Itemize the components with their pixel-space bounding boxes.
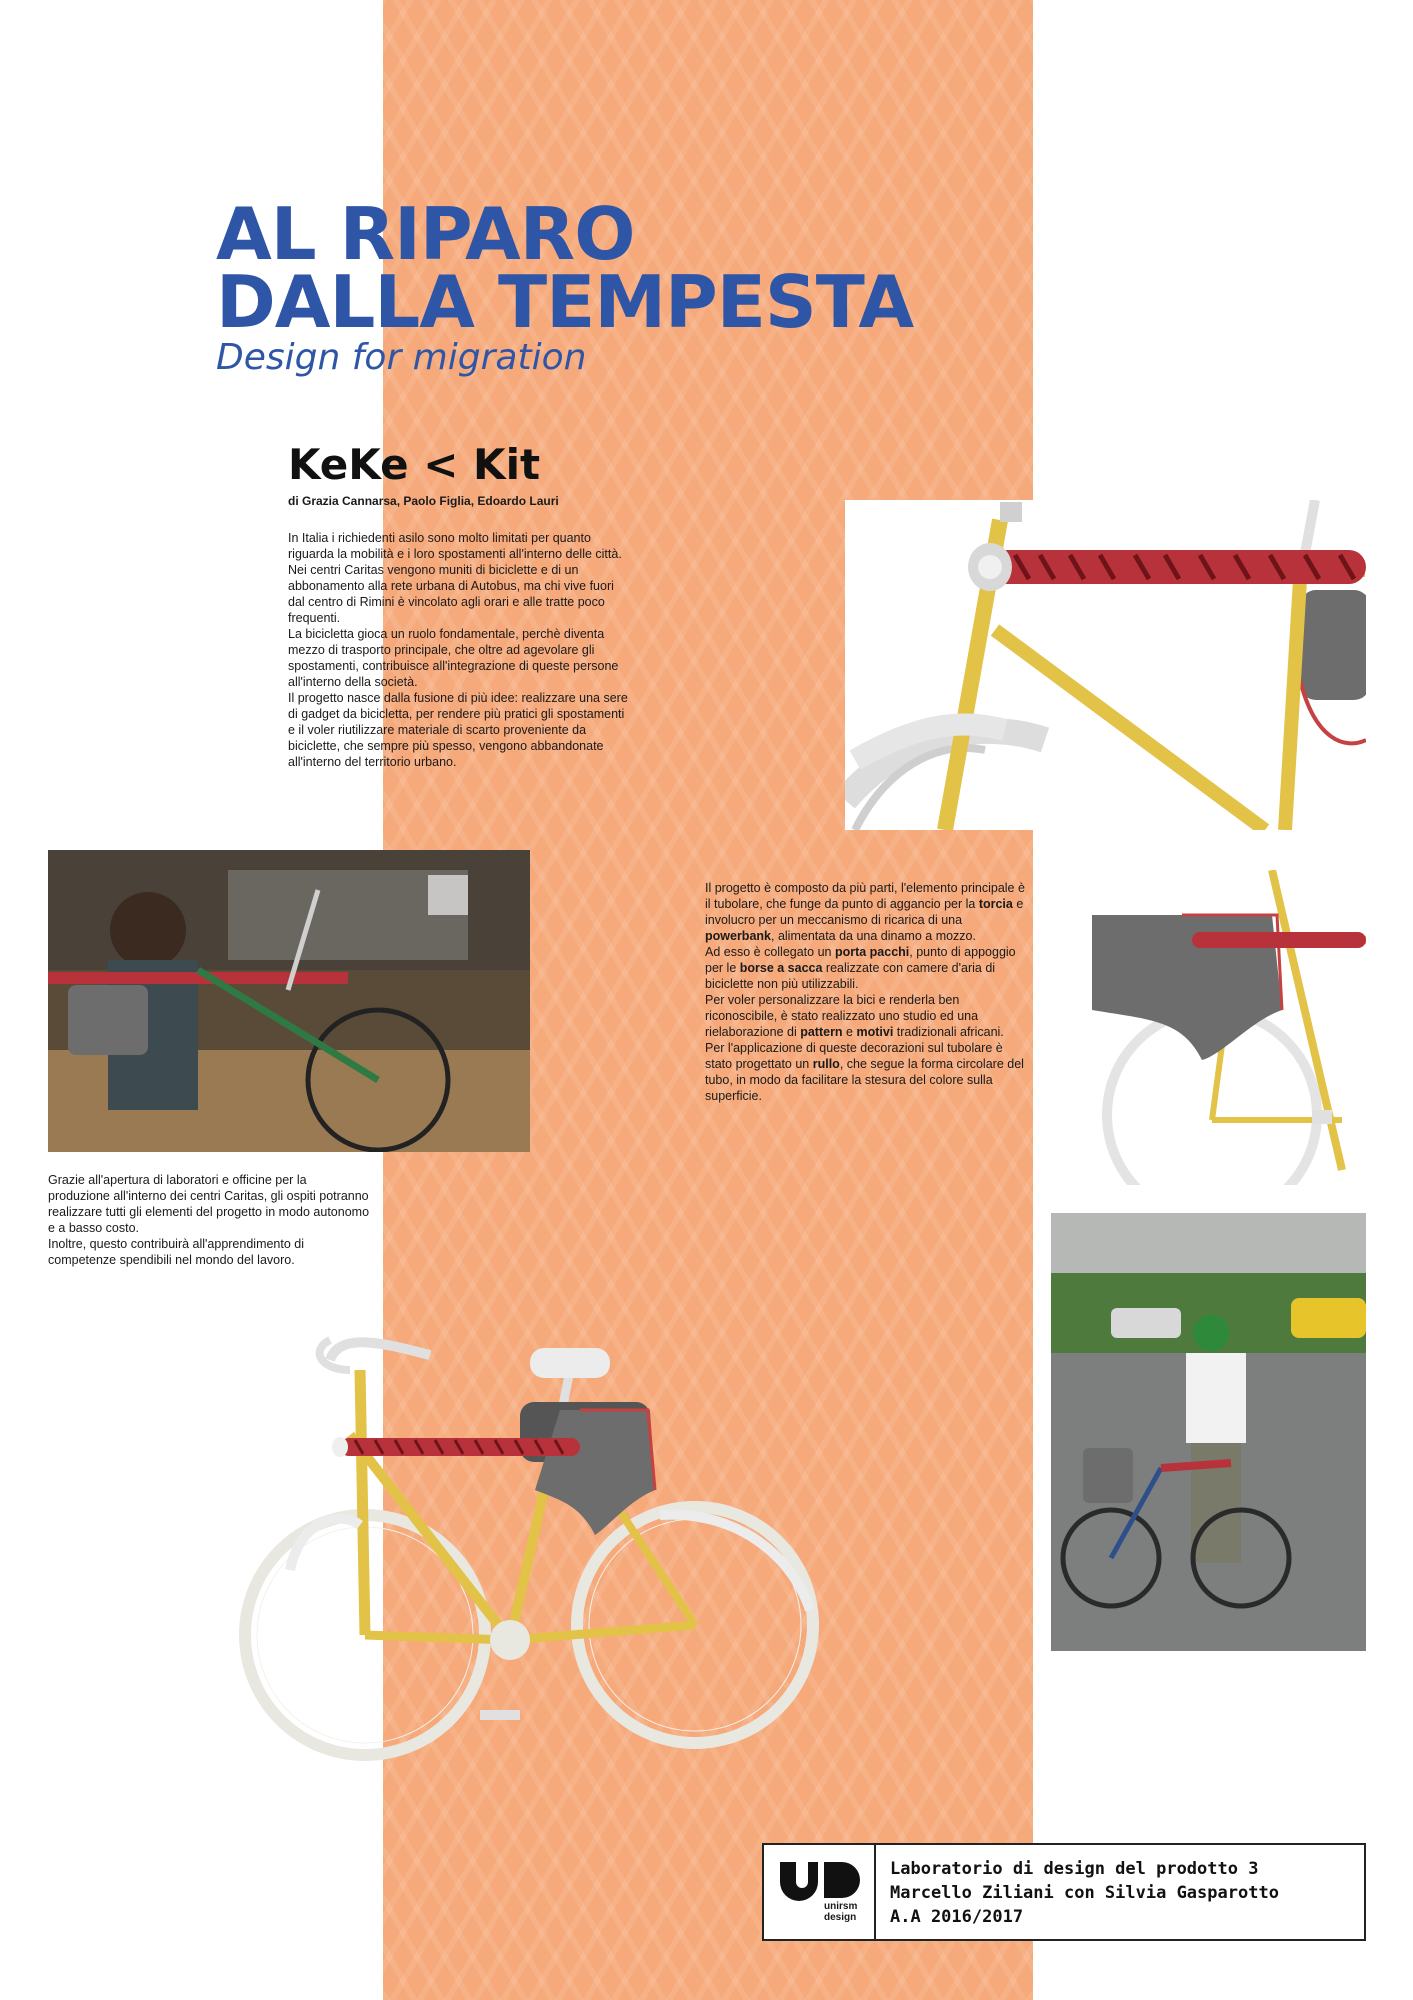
tube-closeup-graphic bbox=[845, 500, 1366, 830]
text-fragment: Il progetto è composto da più parti, l'elemento principale è il tubolare, che funge da punto di aggancio per la bbox=[705, 881, 1025, 911]
workshop-text bbox=[48, 1172, 370, 1268]
text-fragment: , alimentata da una dinamo a mozzo. bbox=[771, 929, 976, 943]
tube-closeup-render bbox=[845, 500, 1366, 830]
unirsm-logo bbox=[764, 1845, 876, 1939]
bag-render bbox=[1082, 870, 1366, 1185]
course-name: Laboratorio di design del prodotto 3 bbox=[890, 1859, 1259, 1879]
text-fragment: Ad esso è collegato un bbox=[705, 945, 835, 959]
intro-paragraph: Nei centri Caritas vengono muniti di biciclette e di un abbonamento alla rete urbana di Autobus, ma chi vive fuori dal centro di Rimini è vincolato agli orari e alle tratte poco frequenti. bbox=[288, 563, 614, 625]
project-authors: di Grazia Cannarsa, Paolo Figlia, Edoardo Lauri bbox=[288, 494, 559, 508]
text-fragment: , che segue la forma circolare del tubo, in modo da facilitare la stesura del colore sulla superficie. bbox=[705, 1057, 1024, 1103]
intro-paragraph: In Italia i richiedenti asilo sono molto limitati per quanto riguarda la mobilità e i loro spostamenti all'interno delle città. bbox=[288, 531, 622, 561]
text-fragment: Per l'applicazione di queste decorazioni sul tubolare è stato progettato un bbox=[705, 1041, 1003, 1071]
intro-paragraph: Il progetto nasce dalla fusione di più idee: realizzare una sere di gadget da bicicletta, per rendere più pratici gli spostamenti e il voler riutilizzare materiale di scarto proveniente da biciclette, che sempre più spesso, vengono abbandonate all'interno del territorio urbano. bbox=[288, 691, 628, 769]
text-fragment: Per voler personalizzare la bici e renderla ben riconoscibile, è stato realizzato uno studio ed una rielaborazione di bbox=[705, 993, 979, 1039]
course-credits bbox=[876, 1845, 1293, 1939]
workshop-paragraph: Inoltre, questo contribuirà all'apprendimento di competenze spendibili nel mondo del lavoro. bbox=[48, 1237, 305, 1267]
logo-line-2: design bbox=[824, 1912, 857, 1923]
project-description bbox=[705, 880, 1025, 1104]
highlight-porta-pacchi: porta pacchi bbox=[834, 945, 910, 959]
highlight-pattern: pattern bbox=[800, 1025, 843, 1039]
description-paragraph bbox=[705, 880, 1025, 944]
project-name: KeKe < Kit bbox=[288, 440, 541, 489]
title-line-2: DALLA TEMPESTA bbox=[216, 260, 914, 344]
text-fragment: tradizionali africani. bbox=[893, 1025, 1004, 1039]
page-title bbox=[216, 192, 914, 344]
logo-line-1: unirsm bbox=[824, 1901, 858, 1912]
ud-logo-icon bbox=[778, 1860, 862, 1902]
highlight-motivi: motivi bbox=[856, 1025, 894, 1039]
text-fragment: e bbox=[842, 1025, 857, 1039]
text-fragment: e involucro per un meccanismo di ricarica di una bbox=[705, 897, 1024, 927]
full-bicycle-render bbox=[230, 1310, 850, 1770]
description-paragraph bbox=[705, 944, 1025, 992]
course-teachers: Marcello Ziliani con Silvia Gasparotto bbox=[890, 1883, 1279, 1903]
bag-render-graphic bbox=[1082, 870, 1366, 1185]
title-line-1: AL RIPARO bbox=[216, 192, 635, 276]
highlight-torcia: torcia bbox=[978, 897, 1013, 911]
intro-text bbox=[288, 530, 633, 770]
highlight-powerbank: powerbank bbox=[705, 929, 771, 943]
logo-wordmark bbox=[824, 1901, 872, 1923]
intro-paragraph: La bicicletta gioca un ruolo fondamentale, perchè diventa mezzo di trasporto principale, che oltre ad agevolare gli spostamenti, contribuisce all'integrazione di queste persone all'interno della società. bbox=[288, 627, 619, 689]
highlight-rullo: rullo bbox=[812, 1057, 840, 1071]
text-fragment: , punto di appoggio per le bbox=[705, 945, 1016, 975]
workshop-photo bbox=[48, 850, 530, 1152]
person-photo-graphic bbox=[1051, 1213, 1366, 1651]
credits-box bbox=[762, 1843, 1366, 1941]
description-paragraph bbox=[705, 992, 1025, 1040]
workshop-paragraph: Grazie all'apertura di laboratori e officine per la produzione all'interno dei centri Caritas, gli ospiti potranno realizzare tutti gli elementi del progetto in modo autonomo e a basso costo. bbox=[48, 1173, 370, 1235]
bicycle-graphic bbox=[230, 1310, 850, 1770]
academic-year: A.A 2016/2017 bbox=[890, 1907, 1024, 1927]
page-subtitle: Design for migration bbox=[216, 337, 587, 378]
highlight-borse: borse a sacca bbox=[739, 961, 823, 975]
workshop-photo-graphic bbox=[48, 850, 530, 1152]
description-paragraph bbox=[705, 1040, 1025, 1104]
person-with-bike-photo bbox=[1051, 1213, 1366, 1651]
text-fragment: realizzate con camere d'aria di biciclette non più utilizzabili. bbox=[705, 961, 996, 991]
